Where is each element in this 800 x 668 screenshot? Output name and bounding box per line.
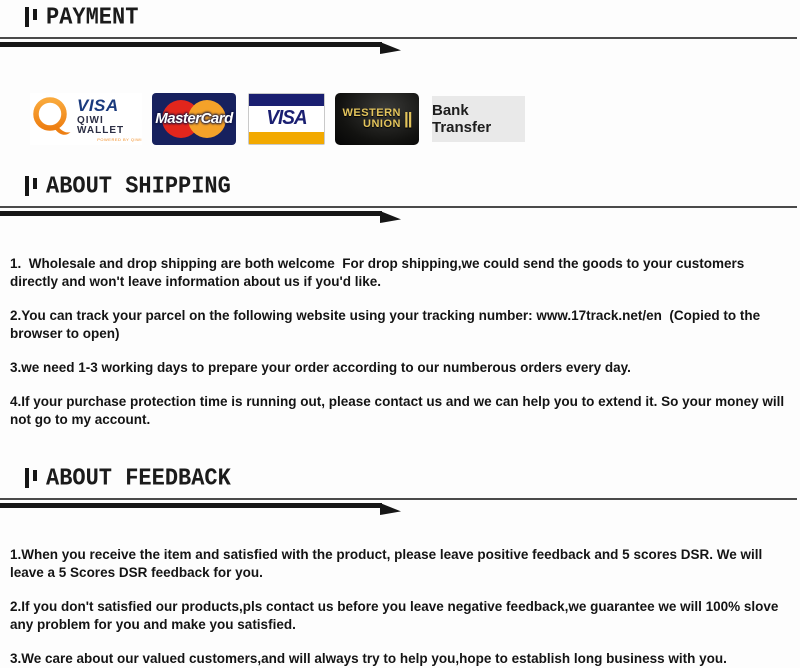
divider-thin-line [0,206,797,208]
western-union-text [342,108,401,130]
shipping-notes [10,255,788,429]
bank-transfer-badge [432,96,525,142]
visa-bottom-band [249,132,324,144]
divider-thin-line [0,37,797,39]
feedback-section-title: ABOUT FEEDBACK [46,464,231,492]
section-marker-icon [25,467,37,488]
arrow-right-icon [380,503,401,515]
section-marker-icon [25,6,37,27]
arrow-right-icon [380,42,401,54]
payment-methods-row [30,92,800,146]
payment-section-title: PAYMENT [46,3,139,31]
shipping-divider [0,206,800,224]
feedback-section-header [25,464,800,492]
feedback-notes [10,546,788,668]
divider-thick-line [0,211,382,216]
shipping-section-header [25,172,800,200]
feedback-note-3: 3.We care about our valued customers,and will always try to help you,hope to establish long business with you. [10,651,727,666]
section-marker-icon [25,175,37,196]
feedback-note-2: 2.If you don't satisfied our products,pls contact us before you leave negative feedback,we guarantee we will 100% slove any problem for you and make you satisfied. [10,599,783,632]
bank-transfer-label: Bank Transfer [432,102,492,136]
western-union-logo [335,93,419,145]
visa-logo [248,93,325,145]
visa-top-band [249,94,324,106]
shipping-section-title: ABOUT SHIPPING [46,172,231,200]
qiwi-q-icon [30,93,72,146]
qiwi-visa-label: VISA [77,95,119,115]
divider-thick-line [0,42,382,47]
western-union-line1: WESTERN [342,107,401,119]
shipping-note-4: 4.If your purchase protection time is running out, please contact us and we can help you to extend it. So your money will not go to my account. [10,394,788,427]
payment-section-header [25,3,800,31]
feedback-note-1: 1.When you receive the item and satisfied with the product, please leave positive feedback and 5 scores DSR. We will leave a 5 Scores DSR feedback for you. [10,547,767,580]
shipping-note-2: 2.You can track your parcel on the following website using your tracking number: www.17track.net/en (Copied to the browser to open) [10,308,764,341]
feedback-divider [0,498,800,516]
shipping-note-1: 1. Wholesale and drop shipping are both welcome For drop shipping,we could send the goods to your customers directly and won't leave information about us if you'd like. [10,256,749,289]
shipping-note-3: 3.we need 1-3 working days to prepare your order according to our numberous orders every day. [10,360,631,375]
western-union-bars-icon: || [403,109,412,128]
arrow-right-icon [380,211,401,223]
payment-divider [0,37,800,55]
qiwi-logo-text [77,97,142,142]
qiwi-wallet-logo [30,93,142,145]
divider-thick-line [0,503,382,508]
mastercard-label: MasterCard [155,110,233,127]
qiwi-wallet-label: QIWI WALLET [77,114,125,136]
divider-thin-line [0,498,797,500]
qiwi-powered-label: POWERED BY QIWI [97,136,142,142]
western-union-line2: UNION [363,118,401,130]
visa-label: VISA [266,107,307,130]
mastercard-logo [152,93,236,145]
